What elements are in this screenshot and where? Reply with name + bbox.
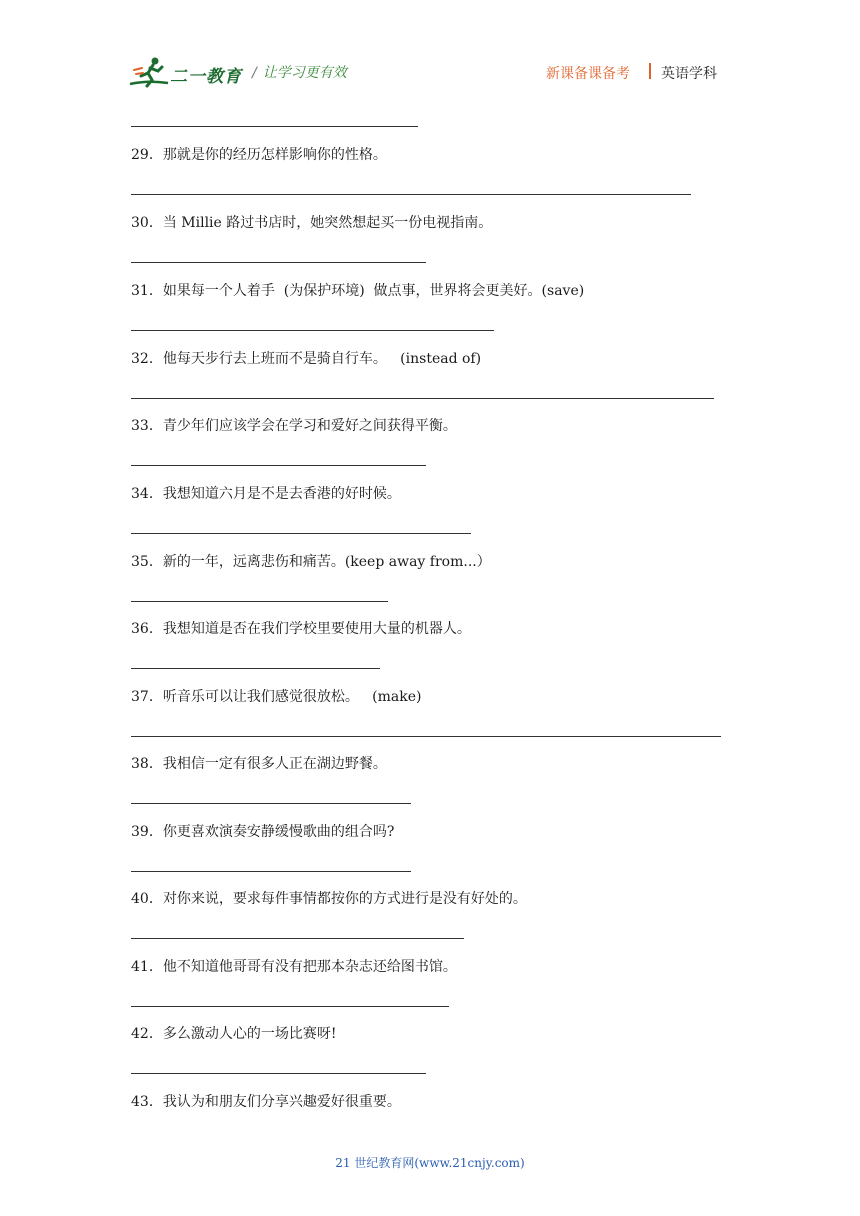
question-number: 29． — [131, 147, 163, 163]
question-number: 35． — [131, 554, 163, 570]
question-number: 30． — [131, 215, 163, 231]
answer-line[interactable] — [131, 194, 691, 195]
question-number: 37． — [131, 689, 163, 705]
question-text: 那就是你的经历怎样影响你的性格。 — [162, 147, 387, 163]
slogan — [252, 62, 347, 82]
question-number: 42． — [131, 1026, 163, 1042]
question-text: 我认为和朋友们分享兴趣爱好很重要。 — [162, 1094, 401, 1110]
answer-line[interactable] — [131, 871, 411, 872]
logo-text: 二一教育 — [170, 67, 242, 87]
subject-label: 英语学科 — [661, 66, 717, 82]
slogan-text: 让学习更有效 — [262, 65, 347, 81]
question-number: 39． — [131, 824, 163, 840]
question-number: 43． — [131, 1094, 163, 1110]
answer-line[interactable] — [131, 262, 426, 263]
question-41 — [131, 958, 457, 976]
question-number: 32． — [131, 351, 163, 367]
question-text: 新的一年，远离悲伤和痛苦。(keep away from...） — [162, 554, 491, 570]
question-number: 41． — [131, 959, 163, 975]
question-number: 33． — [131, 418, 163, 434]
question-text: 我想知道六月是不是去香港的好时候。 — [162, 486, 401, 502]
answer-line[interactable] — [131, 465, 426, 466]
question-29 — [131, 146, 387, 164]
answer-line[interactable] — [131, 398, 714, 399]
question-number: 36． — [131, 621, 163, 637]
question-text: 你更喜欢演奏安静缓慢歌曲的组合吗? — [162, 824, 395, 840]
answer-line[interactable] — [131, 668, 380, 669]
header-divider — [649, 63, 651, 79]
question-30 — [131, 214, 492, 232]
question-text: 对你来说，要求每件事情都按你的方式进行是没有好处的。 — [162, 891, 527, 907]
answer-line[interactable] — [131, 1073, 426, 1074]
question-text: 当 Millie 路过书店时，她突然想起买一份电视指南。 — [162, 215, 493, 231]
question-35 — [131, 553, 491, 571]
question-number: 31． — [131, 283, 163, 299]
question-text: 他不知道他哥哥有没有把那本杂志还给图书馆。 — [162, 959, 457, 975]
question-33 — [131, 417, 457, 435]
question-text: 我想知道是否在我们学校里要使用大量的机器人。 — [162, 621, 471, 637]
question-43 — [131, 1093, 401, 1111]
course-label: 新课备课备考 — [546, 66, 630, 82]
question-34 — [131, 485, 401, 503]
question-text: 如果每一个人着手 (为保护环境) 做点事，世界将会更美好。(save) — [162, 283, 585, 299]
question-38 — [131, 755, 387, 773]
question-32 — [131, 350, 481, 368]
question-36 — [131, 620, 471, 638]
page-header — [0, 0, 860, 100]
question-text: 听音乐可以让我们感觉很放松。 (make) — [162, 689, 422, 705]
answer-line[interactable] — [131, 803, 411, 804]
page-footer: 21 世纪教育网(www.21cnjy.com) — [335, 1156, 525, 1170]
answer-line[interactable] — [131, 736, 721, 737]
question-39 — [131, 823, 394, 841]
question-number: 34． — [131, 486, 163, 502]
question-text: 多么激动人心的一场比赛呀! — [162, 1026, 337, 1042]
question-text: 我相信一定有很多人正在湖边野餐。 — [162, 756, 387, 772]
answer-line[interactable] — [131, 533, 471, 534]
question-40 — [131, 890, 527, 908]
question-number: 40． — [131, 891, 163, 907]
slogan-slash: / — [252, 65, 257, 81]
question-text: 他每天步行去上班而不是骑自行车。 (instead of) — [162, 351, 482, 367]
answer-line[interactable] — [131, 330, 494, 331]
answer-line[interactable] — [131, 126, 418, 127]
question-text: 青少年们应该学会在学习和爱好之间获得平衡。 — [162, 418, 457, 434]
answer-line[interactable] — [131, 938, 464, 939]
question-31 — [131, 282, 584, 300]
answer-line[interactable] — [131, 601, 388, 602]
question-42 — [131, 1025, 336, 1043]
question-37 — [131, 688, 422, 706]
answer-line[interactable] — [131, 1006, 449, 1007]
question-number: 38． — [131, 756, 163, 772]
